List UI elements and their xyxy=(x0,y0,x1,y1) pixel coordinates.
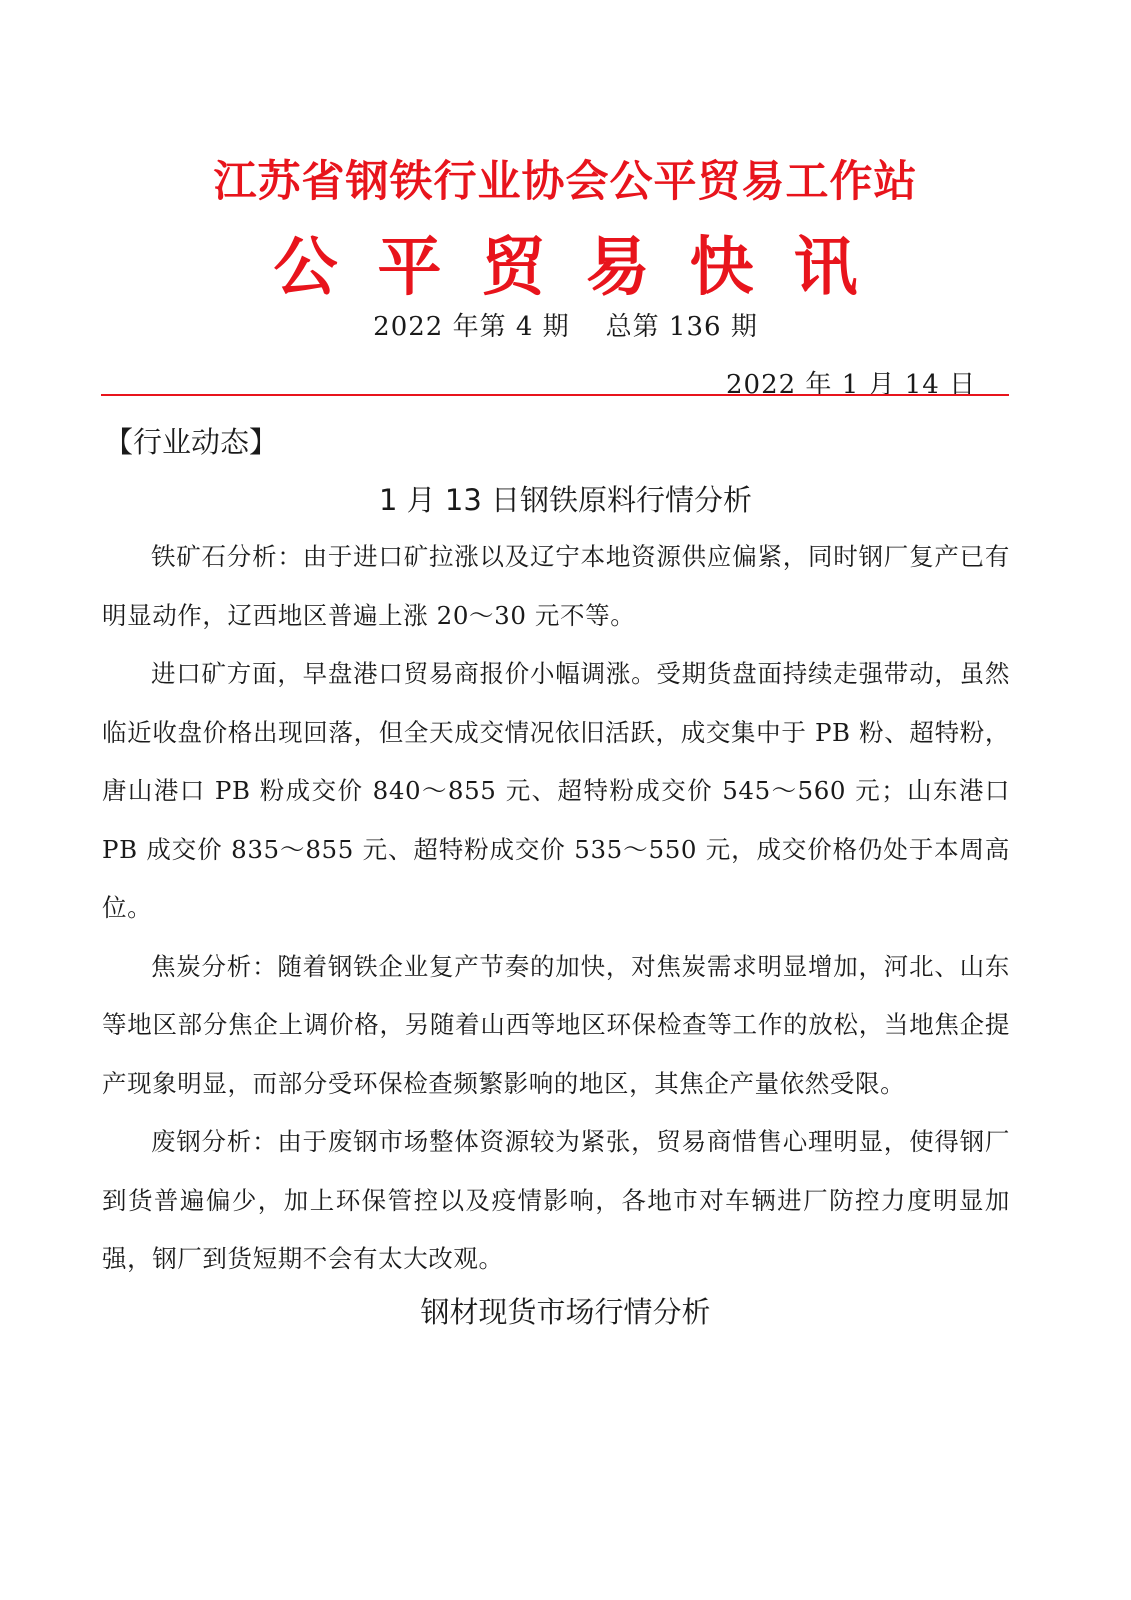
issue-year-number: 2022 年第 4 期 xyxy=(373,312,570,342)
section-tag: 【行业动态】 xyxy=(104,425,279,459)
article-body xyxy=(102,528,1010,1289)
organization-title: 江苏省钢铁行业协会公平贸易工作站 xyxy=(213,157,918,207)
issue-total-number: 总第 136 期 xyxy=(605,312,758,342)
paragraph-imported-ore: 进口矿方面，早盘港口贸易商报价小幅调涨。受期货盘面持续走强带动，虽然临近收盘价格出现回落，但全天成交情况依旧活跃，成交集中于 PB 粉、超特粉，唐山港口 PB 粉成交价 840～855 元、超特粉成交价 545～560 元；山东港口 PB 成交价 835～855 元、超特粉成交价 535～550 元，成交价格仍处于本周高位。 xyxy=(102,659,1010,922)
next-article-title: 钢材现货市场行情分析 xyxy=(420,1295,711,1329)
paragraph-iron-ore: 铁矿石分析：由于进口矿拉涨以及辽宁本地资源供应偏紧，同时钢厂复产已有明显动作，辽西地区普遍上涨 20～30 元不等。 xyxy=(102,542,1010,630)
paragraph-coke: 焦炭分析：随着钢铁企业复产节奏的加快，对焦炭需求明显增加，河北、山东等地区部分焦企上调价格，另随着山西等地区环保检查等工作的放松，当地焦企提产现象明显，而部分受环保检查频繁影响的地区，其焦企产量依然受限。 xyxy=(102,951,1010,1098)
paragraph-scrap-steel: 废钢分析：由于废钢市场整体资源较为紧张，贸易商惜售心理明显，使得钢厂到货普遍偏少，加上环保管控以及疫情影响，各地市对车辆进厂防控力度明显加强，钢厂到货短期不会有太大改观。 xyxy=(102,1127,1010,1273)
issue-info xyxy=(0,306,1131,343)
publication-masthead: 公平贸易快讯 xyxy=(273,231,898,305)
header-divider xyxy=(101,394,1009,396)
publication-date: 2022 年 1 月 14 日 xyxy=(726,370,977,400)
article-title: 1 月 13 日钢铁原料行情分析 xyxy=(378,483,752,517)
